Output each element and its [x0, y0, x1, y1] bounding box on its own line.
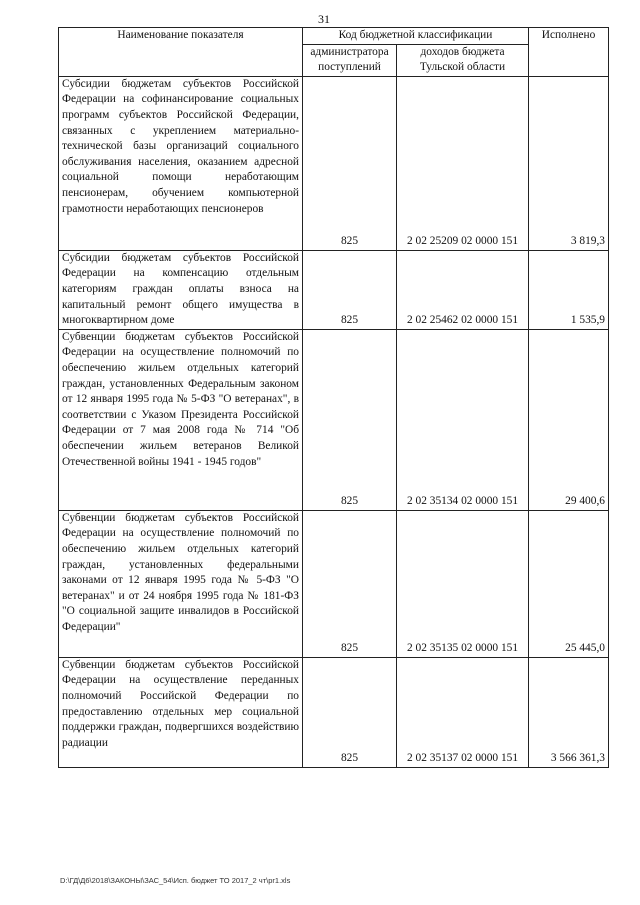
table-row	[59, 657, 609, 767]
row-name: Субвенции бюджетам субъектов Российской Федерации на осуществление переданных полномочий Российской Федерации по предоставлению отдельных мер социальной поддержки граждан, подвергшихся воздействию радиации	[59, 657, 303, 767]
file-path-footer: D:\ГД\Д6\2018\ЗАКОНЫ\ЗАС_54\Исп. бюджет ТО 2017_2 чт\pr1.xls	[60, 876, 291, 885]
row-executed: 29 400,6	[529, 329, 609, 510]
row-admin-code: 825	[303, 250, 397, 329]
header-row	[59, 28, 609, 45]
row-name: Субвенции бюджетам субъектов Российской Федерации на осуществление полномочий по обеспечению жильем отдельных категорий граждан, установленных федеральными законами от 12 января 1995 года № 5-ФЗ "О ветеранах" и от 24 ноября 1995 года № 181-ФЗ "О социальной защите инвалидов в Российской Федерации"	[59, 510, 303, 657]
row-income-code: 2 02 25209 02 0000 151	[397, 76, 529, 250]
row-income-code: 2 02 35137 02 0000 151	[397, 657, 529, 767]
table-row	[59, 329, 609, 510]
row-admin-code: 825	[303, 657, 397, 767]
row-name: Субсидии бюджетам субъектов Российской Федерации на софинансирование социальных программ субъектов Российской Федерации, связанных с укреплением материально-технической базы организаций социального обслуживания населения, оказанием адресной социальной помощи неработающим пенсионерам, обучением компьютерной грамотности неработающих пенсионеров	[59, 76, 303, 250]
row-income-code: 2 02 25462 02 0000 151	[397, 250, 529, 329]
row-name: Субвенции бюджетам субъектов Российской Федерации на осуществление полномочий по обеспечению жильем отдельных категорий граждан, установленных Федеральным законом от 12 января 1995 года № 5-ФЗ "О ветеранах", в соответствии с Указом Президента Российской Федерации от 7 мая 2008 года № 714 "Об обеспечении жильем ветеранов Великой Отечественной войны 1941 - 1945 годов"	[59, 329, 303, 510]
row-admin-code: 825	[303, 329, 397, 510]
header-indicator: Наименование показателя	[59, 28, 303, 77]
header-admin: администратора поступлений	[303, 44, 397, 76]
row-admin-code: 825	[303, 76, 397, 250]
header-income: доходов бюджета Тульской области	[397, 44, 529, 76]
row-admin-code: 825	[303, 510, 397, 657]
table-row	[59, 76, 609, 250]
row-executed: 1 535,9	[529, 250, 609, 329]
row-income-code: 2 02 35135 02 0000 151	[397, 510, 529, 657]
row-executed: 25 445,0	[529, 510, 609, 657]
table-row	[59, 510, 609, 657]
table-row	[59, 250, 609, 329]
header-code: Код бюджетной классификации	[303, 28, 529, 45]
page-number: 31	[318, 12, 330, 26]
row-name: Субсидии бюджетам субъектов Российской Федерации на компенсацию отдельным категориям граждан оплаты взноса на капитальный ремонт общего имущества в многоквартирном доме	[59, 250, 303, 329]
budget-table	[58, 27, 609, 768]
row-income-code: 2 02 35134 02 0000 151	[397, 329, 529, 510]
header-executed: Исполнено	[529, 28, 609, 77]
row-executed: 3 566 361,3	[529, 657, 609, 767]
row-executed: 3 819,3	[529, 76, 609, 250]
